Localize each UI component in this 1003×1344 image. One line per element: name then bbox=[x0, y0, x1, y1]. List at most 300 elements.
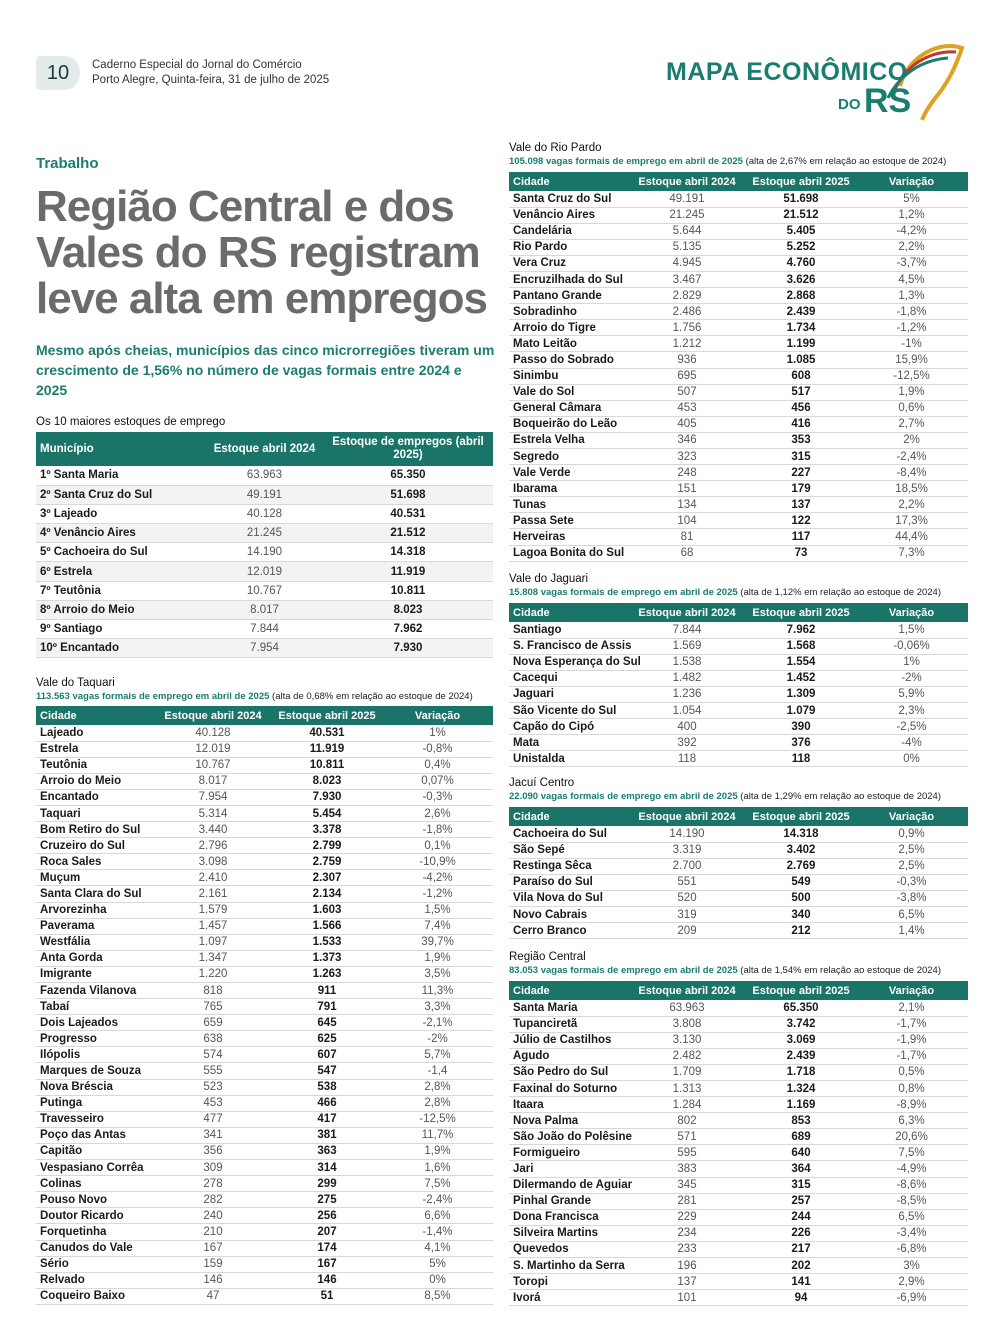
riopardo-title: Vale do Rio Pardo bbox=[509, 142, 602, 154]
estoque-2025-cell: 65.350 bbox=[747, 1000, 855, 1016]
variacao-cell: 2% bbox=[855, 432, 968, 448]
col-header: Variação bbox=[855, 603, 968, 622]
table-row bbox=[509, 826, 968, 842]
estoque-2025-cell: 14.318 bbox=[323, 543, 493, 562]
central-table bbox=[509, 981, 968, 1306]
estoque-2025-cell: 1.533 bbox=[272, 934, 382, 950]
headline: Região Central e dos Vales do RS registram leve alta em empregos bbox=[36, 182, 488, 323]
estoque-2024-cell: 818 bbox=[154, 983, 272, 999]
estoque-2025-cell: 1.324 bbox=[747, 1080, 855, 1096]
table-row bbox=[509, 906, 968, 922]
variacao-cell: -3,7% bbox=[855, 255, 968, 271]
estoque-2025-cell: 3.402 bbox=[747, 842, 855, 858]
estoque-2024-cell: 1.709 bbox=[627, 1064, 747, 1080]
variacao-cell: 15,9% bbox=[855, 352, 968, 368]
table-row bbox=[36, 902, 493, 918]
table-row bbox=[509, 336, 968, 352]
variacao-cell: 2,5% bbox=[855, 842, 968, 858]
estoque-2025-cell: 466 bbox=[272, 1095, 382, 1111]
estoque-2025-cell: 1.079 bbox=[747, 702, 855, 718]
estoque-2025-cell: 1.603 bbox=[272, 902, 382, 918]
estoque-2024-cell: 63.963 bbox=[627, 1000, 747, 1016]
estoque-2025-cell: 51.698 bbox=[747, 191, 855, 207]
taquari-sub-bold: 113.563 vagas formais de emprego em abril de 2025 bbox=[36, 691, 270, 702]
table-row bbox=[36, 504, 493, 523]
table-row bbox=[36, 1288, 493, 1304]
estoque-2024-cell: 196 bbox=[627, 1258, 747, 1274]
estoque-2024-cell: 1.579 bbox=[154, 902, 272, 918]
variacao-cell: -2,4% bbox=[855, 449, 968, 465]
estoque-2025-cell: 7.962 bbox=[323, 620, 493, 639]
col-header: Estoque abril 2024 bbox=[627, 172, 747, 191]
estoque-2024-cell: 1.236 bbox=[627, 686, 747, 702]
table-row bbox=[509, 1258, 968, 1274]
table-row bbox=[36, 1256, 493, 1272]
estoque-2025-cell: 146 bbox=[272, 1272, 382, 1288]
estoque-2025-cell: 141 bbox=[747, 1274, 855, 1290]
estoque-2025-cell: 212 bbox=[747, 923, 855, 939]
estoque-2025-cell: 1.169 bbox=[747, 1097, 855, 1113]
estoque-2025-cell: 8.023 bbox=[323, 600, 493, 619]
table-row bbox=[36, 805, 493, 821]
estoque-2024-cell: 2.796 bbox=[154, 838, 272, 854]
table-row bbox=[509, 497, 968, 513]
variacao-cell: 3,3% bbox=[382, 999, 493, 1015]
cidade-cell: Segredo bbox=[509, 449, 627, 465]
estoque-2024-cell: 5.135 bbox=[627, 239, 747, 255]
variacao-cell: -2,5% bbox=[855, 719, 968, 735]
estoque-2025-cell: 14.318 bbox=[747, 826, 855, 842]
cidade-cell: Jaguari bbox=[509, 686, 627, 702]
estoque-2024-cell: 2.410 bbox=[154, 870, 272, 886]
cidade-cell: Nova Bréscia bbox=[36, 1079, 154, 1095]
estoque-2025-cell: 3.378 bbox=[272, 822, 382, 838]
logo-do: DO bbox=[838, 96, 861, 113]
estoque-2024-cell: 137 bbox=[627, 1274, 747, 1290]
estoque-2024-cell: 3.130 bbox=[627, 1032, 747, 1048]
estoque-2025-cell: 547 bbox=[272, 1063, 382, 1079]
variacao-cell: 0,5% bbox=[855, 1064, 968, 1080]
cidade-cell: Vera Cruz bbox=[509, 255, 627, 271]
table-row bbox=[509, 751, 968, 767]
estoque-2024-cell: 4.945 bbox=[627, 255, 747, 271]
estoque-2024-cell: 574 bbox=[154, 1047, 272, 1063]
estoque-2025-cell: 1.566 bbox=[272, 918, 382, 934]
variacao-cell: 6,3% bbox=[855, 1113, 968, 1129]
variacao-cell: -8,9% bbox=[855, 1097, 968, 1113]
table-row bbox=[509, 654, 968, 670]
cidade-cell: Coqueiro Baixo bbox=[36, 1288, 154, 1304]
variacao-cell: 1,3% bbox=[855, 288, 968, 304]
estoque-2025-cell: 8.023 bbox=[272, 773, 382, 789]
col-header: Estoque abril 2024 bbox=[627, 807, 747, 826]
estoque-2025-cell: 227 bbox=[747, 465, 855, 481]
estoque-2024-cell: 118 bbox=[627, 751, 747, 767]
table-row bbox=[36, 1224, 493, 1240]
estoque-2024-cell: 392 bbox=[627, 735, 747, 751]
estoque-2025-cell: 1.734 bbox=[747, 320, 855, 336]
table-row bbox=[509, 670, 968, 686]
table-row bbox=[509, 1145, 968, 1161]
estoque-2025-cell: 1.568 bbox=[747, 638, 855, 654]
variacao-cell: 1,5% bbox=[382, 902, 493, 918]
riopardo-table bbox=[509, 172, 968, 562]
cidade-cell: S. Martinho da Serra bbox=[509, 1258, 627, 1274]
variacao-cell: -1,9% bbox=[855, 1032, 968, 1048]
variacao-cell: 17,3% bbox=[855, 513, 968, 529]
estoque-2024-cell: 8.017 bbox=[206, 600, 323, 619]
cidade-cell: Santa Clara do Sul bbox=[36, 886, 154, 902]
estoque-2024-cell: 209 bbox=[627, 923, 747, 939]
variacao-cell: 18,5% bbox=[855, 481, 968, 497]
table-row bbox=[36, 725, 493, 741]
estoque-2024-cell: 571 bbox=[627, 1129, 747, 1145]
estoque-2024-cell: 1.313 bbox=[627, 1080, 747, 1096]
estoque-2024-cell: 7.954 bbox=[154, 789, 272, 805]
estoque-2024-cell: 323 bbox=[627, 449, 747, 465]
estoque-2025-cell: 65.350 bbox=[323, 466, 493, 485]
estoque-2025-cell: 7.930 bbox=[272, 789, 382, 805]
estoque-2025-cell: 376 bbox=[747, 735, 855, 751]
estoque-2025-cell: 1.309 bbox=[747, 686, 855, 702]
central-subtitle bbox=[509, 965, 941, 976]
municipio-cell: 10º Encantado bbox=[36, 639, 206, 658]
table-row bbox=[36, 639, 493, 658]
cidade-cell: Ivorá bbox=[509, 1290, 627, 1306]
publication-date: Porto Alegre, Quinta-feira, 31 de julho de 2025 bbox=[92, 74, 330, 86]
estoque-2024-cell: 1.054 bbox=[627, 702, 747, 718]
variacao-cell: 5% bbox=[382, 1256, 493, 1272]
estoque-2024-cell: 802 bbox=[627, 1113, 747, 1129]
cidade-cell: Cachoeira do Sul bbox=[509, 826, 627, 842]
cidade-cell: Herveiras bbox=[509, 529, 627, 545]
variacao-cell: 0,4% bbox=[382, 757, 493, 773]
table-row bbox=[509, 449, 968, 465]
cidade-cell: Agudo bbox=[509, 1048, 627, 1064]
estoque-2024-cell: 3.319 bbox=[627, 842, 747, 858]
estoque-2024-cell: 40.128 bbox=[206, 504, 323, 523]
estoque-2025-cell: 538 bbox=[272, 1079, 382, 1095]
estoque-2025-cell: 645 bbox=[272, 1015, 382, 1031]
estoque-2024-cell: 3.808 bbox=[627, 1016, 747, 1032]
col-header: Estoque abril 2025 bbox=[272, 706, 382, 725]
estoque-2024-cell: 282 bbox=[154, 1192, 272, 1208]
subheadline: Mesmo após cheias, municípios das cinco microrregiões tiveram um crescimento de 1,56% no número de vagas formais entre 2024 e 2025 bbox=[36, 342, 495, 398]
table-row bbox=[509, 1048, 968, 1064]
jacui-sub-bold: 22.090 vagas formais de emprego em abril de 2025 bbox=[509, 791, 738, 802]
estoque-2025-cell: 315 bbox=[747, 449, 855, 465]
table-row bbox=[509, 1016, 968, 1032]
cidade-cell: Mato Leitão bbox=[509, 336, 627, 352]
estoque-2025-cell: 1.263 bbox=[272, 966, 382, 982]
variacao-cell: -1% bbox=[855, 336, 968, 352]
col-header: Cidade bbox=[36, 706, 154, 725]
estoque-2025-cell: 315 bbox=[747, 1177, 855, 1193]
table-row bbox=[509, 545, 968, 561]
estoque-2024-cell: 47 bbox=[154, 1288, 272, 1304]
table-row bbox=[36, 1240, 493, 1256]
cidade-cell: Unistalda bbox=[509, 751, 627, 767]
estoque-2025-cell: 122 bbox=[747, 513, 855, 529]
cidade-cell: Mata bbox=[509, 735, 627, 751]
table-row bbox=[509, 304, 968, 320]
estoque-2024-cell: 146 bbox=[154, 1272, 272, 1288]
variacao-cell: -2,4% bbox=[382, 1192, 493, 1208]
cidade-cell: Muçum bbox=[36, 870, 154, 886]
estoque-2024-cell: 595 bbox=[627, 1145, 747, 1161]
cidade-cell: Encantado bbox=[36, 789, 154, 805]
cidade-cell: Venâncio Aires bbox=[509, 207, 627, 223]
jacui-sub-rest: (alta de 1,29% em relação ao estoque de 2024) bbox=[737, 791, 941, 802]
table-row bbox=[36, 934, 493, 950]
estoque-2025-cell: 2.307 bbox=[272, 870, 382, 886]
cidade-cell: Tabaí bbox=[36, 999, 154, 1015]
cidade-cell: Pantano Grande bbox=[509, 288, 627, 304]
estoque-2025-cell: 244 bbox=[747, 1209, 855, 1225]
table-row bbox=[509, 400, 968, 416]
estoque-2024-cell: 3.467 bbox=[627, 271, 747, 287]
estoque-2024-cell: 520 bbox=[627, 890, 747, 906]
cidade-cell: Travesseiro bbox=[36, 1111, 154, 1127]
variacao-cell: 0,6% bbox=[855, 400, 968, 416]
estoque-2025-cell: 3.626 bbox=[747, 271, 855, 287]
table-row bbox=[36, 1127, 493, 1143]
estoque-2024-cell: 341 bbox=[154, 1127, 272, 1143]
estoque-2025-cell: 21.512 bbox=[747, 207, 855, 223]
cidade-cell: Relvado bbox=[36, 1272, 154, 1288]
estoque-2024-cell: 405 bbox=[627, 416, 747, 432]
estoque-2025-cell: 2.439 bbox=[747, 304, 855, 320]
estoque-2025-cell: 2.799 bbox=[272, 838, 382, 854]
estoque-2025-cell: 2.134 bbox=[272, 886, 382, 902]
jaguari-sub-rest: (alta de 1,12% em relação ao estoque de 2024) bbox=[737, 587, 941, 598]
variacao-cell: 6,6% bbox=[382, 1208, 493, 1224]
table-row bbox=[509, 1000, 968, 1016]
table-row bbox=[509, 686, 968, 702]
estoque-2024-cell: 14.190 bbox=[206, 543, 323, 562]
estoque-2025-cell: 11.919 bbox=[323, 562, 493, 581]
variacao-cell: 2,6% bbox=[382, 805, 493, 821]
estoque-2025-cell: 94 bbox=[747, 1290, 855, 1306]
cidade-cell: Tupanciretã bbox=[509, 1016, 627, 1032]
estoque-2024-cell: 49.191 bbox=[206, 485, 323, 504]
estoque-2025-cell: 314 bbox=[272, 1160, 382, 1176]
estoque-2025-cell: 117 bbox=[747, 529, 855, 545]
variacao-cell: -1,4% bbox=[382, 1224, 493, 1240]
estoque-2024-cell: 104 bbox=[627, 513, 747, 529]
variacao-cell: 7,3% bbox=[855, 545, 968, 561]
estoque-2025-cell: 51.698 bbox=[323, 485, 493, 504]
variacao-cell: 7,5% bbox=[855, 1145, 968, 1161]
variacao-cell: 3% bbox=[855, 1258, 968, 1274]
table-row bbox=[36, 1015, 493, 1031]
estoque-2025-cell: 689 bbox=[747, 1129, 855, 1145]
cidade-cell: Candelária bbox=[509, 223, 627, 239]
variacao-cell: -4% bbox=[855, 735, 968, 751]
estoque-2025-cell: 364 bbox=[747, 1161, 855, 1177]
estoque-2024-cell: 7.954 bbox=[206, 639, 323, 658]
table-row bbox=[36, 870, 493, 886]
estoque-2024-cell: 1.097 bbox=[154, 934, 272, 950]
estoque-2024-cell: 3.440 bbox=[154, 822, 272, 838]
cidade-cell: Estrela Velha bbox=[509, 432, 627, 448]
table-row bbox=[509, 874, 968, 890]
estoque-2024-cell: 248 bbox=[627, 465, 747, 481]
variacao-cell: 0,1% bbox=[382, 838, 493, 854]
estoque-2024-cell: 1.212 bbox=[627, 336, 747, 352]
estoque-2024-cell: 7.844 bbox=[627, 622, 747, 638]
cidade-cell: Capitão bbox=[36, 1143, 154, 1159]
estoque-2024-cell: 40.128 bbox=[154, 725, 272, 741]
estoque-2024-cell: 1.220 bbox=[154, 966, 272, 982]
cidade-cell: Sério bbox=[36, 1256, 154, 1272]
table-row bbox=[509, 719, 968, 735]
estoque-2024-cell: 2.486 bbox=[627, 304, 747, 320]
estoque-2025-cell: 1.085 bbox=[747, 352, 855, 368]
variacao-cell: -1,8% bbox=[855, 304, 968, 320]
cidade-cell: S. Francisco de Assis bbox=[509, 638, 627, 654]
variacao-cell: -4,9% bbox=[855, 1161, 968, 1177]
estoque-2024-cell: 281 bbox=[627, 1193, 747, 1209]
table-row bbox=[509, 890, 968, 906]
estoque-2024-cell: 159 bbox=[154, 1256, 272, 1272]
estoque-2024-cell: 765 bbox=[154, 999, 272, 1015]
table-row bbox=[509, 1225, 968, 1241]
variacao-cell: 8,5% bbox=[382, 1288, 493, 1304]
estoque-2025-cell: 11.919 bbox=[272, 741, 382, 757]
table-row bbox=[509, 1241, 968, 1257]
variacao-cell: -2% bbox=[855, 670, 968, 686]
table-row bbox=[509, 416, 968, 432]
variacao-cell: 5% bbox=[855, 191, 968, 207]
table-row bbox=[509, 207, 968, 223]
estoque-2025-cell: 1.452 bbox=[747, 670, 855, 686]
estoque-2025-cell: 118 bbox=[747, 751, 855, 767]
cidade-cell: Passo do Sobrado bbox=[509, 352, 627, 368]
table-row bbox=[36, 1111, 493, 1127]
estoque-2024-cell: 936 bbox=[627, 352, 747, 368]
estoque-2025-cell: 174 bbox=[272, 1240, 382, 1256]
cidade-cell: Imigrante bbox=[36, 966, 154, 982]
estoque-2024-cell: 551 bbox=[627, 874, 747, 890]
estoque-2024-cell: 477 bbox=[154, 1111, 272, 1127]
estoque-2024-cell: 659 bbox=[154, 1015, 272, 1031]
variacao-cell: 1,5% bbox=[855, 622, 968, 638]
variacao-cell: 4,5% bbox=[855, 271, 968, 287]
col-header: Cidade bbox=[509, 603, 627, 622]
table-row bbox=[36, 999, 493, 1015]
estoque-2025-cell: 40.531 bbox=[323, 504, 493, 523]
estoque-2025-cell: 10.811 bbox=[272, 757, 382, 773]
table-row bbox=[36, 741, 493, 757]
variacao-cell: 0,8% bbox=[855, 1080, 968, 1096]
table-row bbox=[509, 465, 968, 481]
estoque-2024-cell: 68 bbox=[627, 545, 747, 561]
table-row bbox=[36, 524, 493, 543]
estoque-2024-cell: 240 bbox=[154, 1208, 272, 1224]
table-row bbox=[509, 271, 968, 287]
estoque-2024-cell: 5.644 bbox=[627, 223, 747, 239]
estoque-2025-cell: 299 bbox=[272, 1176, 382, 1192]
table-row bbox=[36, 1047, 493, 1063]
cidade-cell: Marques de Souza bbox=[36, 1063, 154, 1079]
cidade-cell: Ilópolis bbox=[36, 1047, 154, 1063]
cidade-cell: Paverama bbox=[36, 918, 154, 934]
cidade-cell: Encruzilhada do Sul bbox=[509, 271, 627, 287]
jaguari-table bbox=[509, 603, 968, 767]
estoque-2024-cell: 12.019 bbox=[206, 562, 323, 581]
cidade-cell: Ibarama bbox=[509, 481, 627, 497]
table-row bbox=[509, 1097, 968, 1113]
estoque-2024-cell: 555 bbox=[154, 1063, 272, 1079]
variacao-cell: -8,4% bbox=[855, 465, 968, 481]
estoque-2024-cell: 1.482 bbox=[627, 670, 747, 686]
section-tag: Trabalho bbox=[36, 155, 99, 172]
cidade-cell: Putinga bbox=[36, 1095, 154, 1111]
col-header: Estoque abril 2024 bbox=[206, 432, 323, 466]
cidade-cell: Teutônia bbox=[36, 757, 154, 773]
estoque-2024-cell: 151 bbox=[627, 481, 747, 497]
variacao-cell: -3,8% bbox=[855, 890, 968, 906]
estoque-2025-cell: 51 bbox=[272, 1288, 382, 1304]
cidade-cell: Cacequi bbox=[509, 670, 627, 686]
estoque-2024-cell: 21.245 bbox=[206, 524, 323, 543]
table-row bbox=[36, 789, 493, 805]
estoque-2025-cell: 275 bbox=[272, 1192, 382, 1208]
table-row bbox=[509, 1274, 968, 1290]
estoque-2025-cell: 7.962 bbox=[747, 622, 855, 638]
municipio-cell: 7º Teutônia bbox=[36, 581, 206, 600]
table-row bbox=[509, 223, 968, 239]
table-row bbox=[36, 581, 493, 600]
cidade-cell: Sinimbu bbox=[509, 368, 627, 384]
estoque-2025-cell: 2.759 bbox=[272, 854, 382, 870]
estoque-2024-cell: 453 bbox=[627, 400, 747, 416]
col-header: Estoque abril 2024 bbox=[154, 706, 272, 725]
table-row bbox=[36, 1063, 493, 1079]
table-row bbox=[36, 838, 493, 854]
table-row bbox=[36, 918, 493, 934]
estoque-2025-cell: 853 bbox=[747, 1113, 855, 1129]
estoque-2024-cell: 81 bbox=[627, 529, 747, 545]
estoque-2025-cell: 791 bbox=[272, 999, 382, 1015]
estoque-2024-cell: 507 bbox=[627, 384, 747, 400]
variacao-cell: 11,3% bbox=[382, 983, 493, 999]
table-row bbox=[509, 481, 968, 497]
estoque-2025-cell: 5.252 bbox=[747, 239, 855, 255]
table-row bbox=[509, 320, 968, 336]
cidade-cell: Formigueiro bbox=[509, 1145, 627, 1161]
variacao-cell: 1,6% bbox=[382, 1160, 493, 1176]
cidade-cell: Taquari bbox=[36, 805, 154, 821]
taquari-table bbox=[36, 706, 493, 1305]
col-header: Estoque de empregos (abril 2025) bbox=[323, 432, 493, 466]
cidade-cell: Pouso Novo bbox=[36, 1192, 154, 1208]
col-header: Variação bbox=[382, 706, 493, 725]
jaguari-subtitle bbox=[509, 587, 941, 598]
variacao-cell: -3,4% bbox=[855, 1225, 968, 1241]
table-row bbox=[36, 983, 493, 999]
table-row bbox=[509, 432, 968, 448]
riopardo-subtitle bbox=[509, 156, 946, 167]
cidade-cell: Boqueirão do Leão bbox=[509, 416, 627, 432]
variacao-cell: -1,7% bbox=[855, 1016, 968, 1032]
table-row bbox=[509, 239, 968, 255]
table-row bbox=[509, 352, 968, 368]
col-header: Cidade bbox=[509, 807, 627, 826]
table-row bbox=[36, 1272, 493, 1288]
cidade-cell: Paraíso do Sul bbox=[509, 874, 627, 890]
